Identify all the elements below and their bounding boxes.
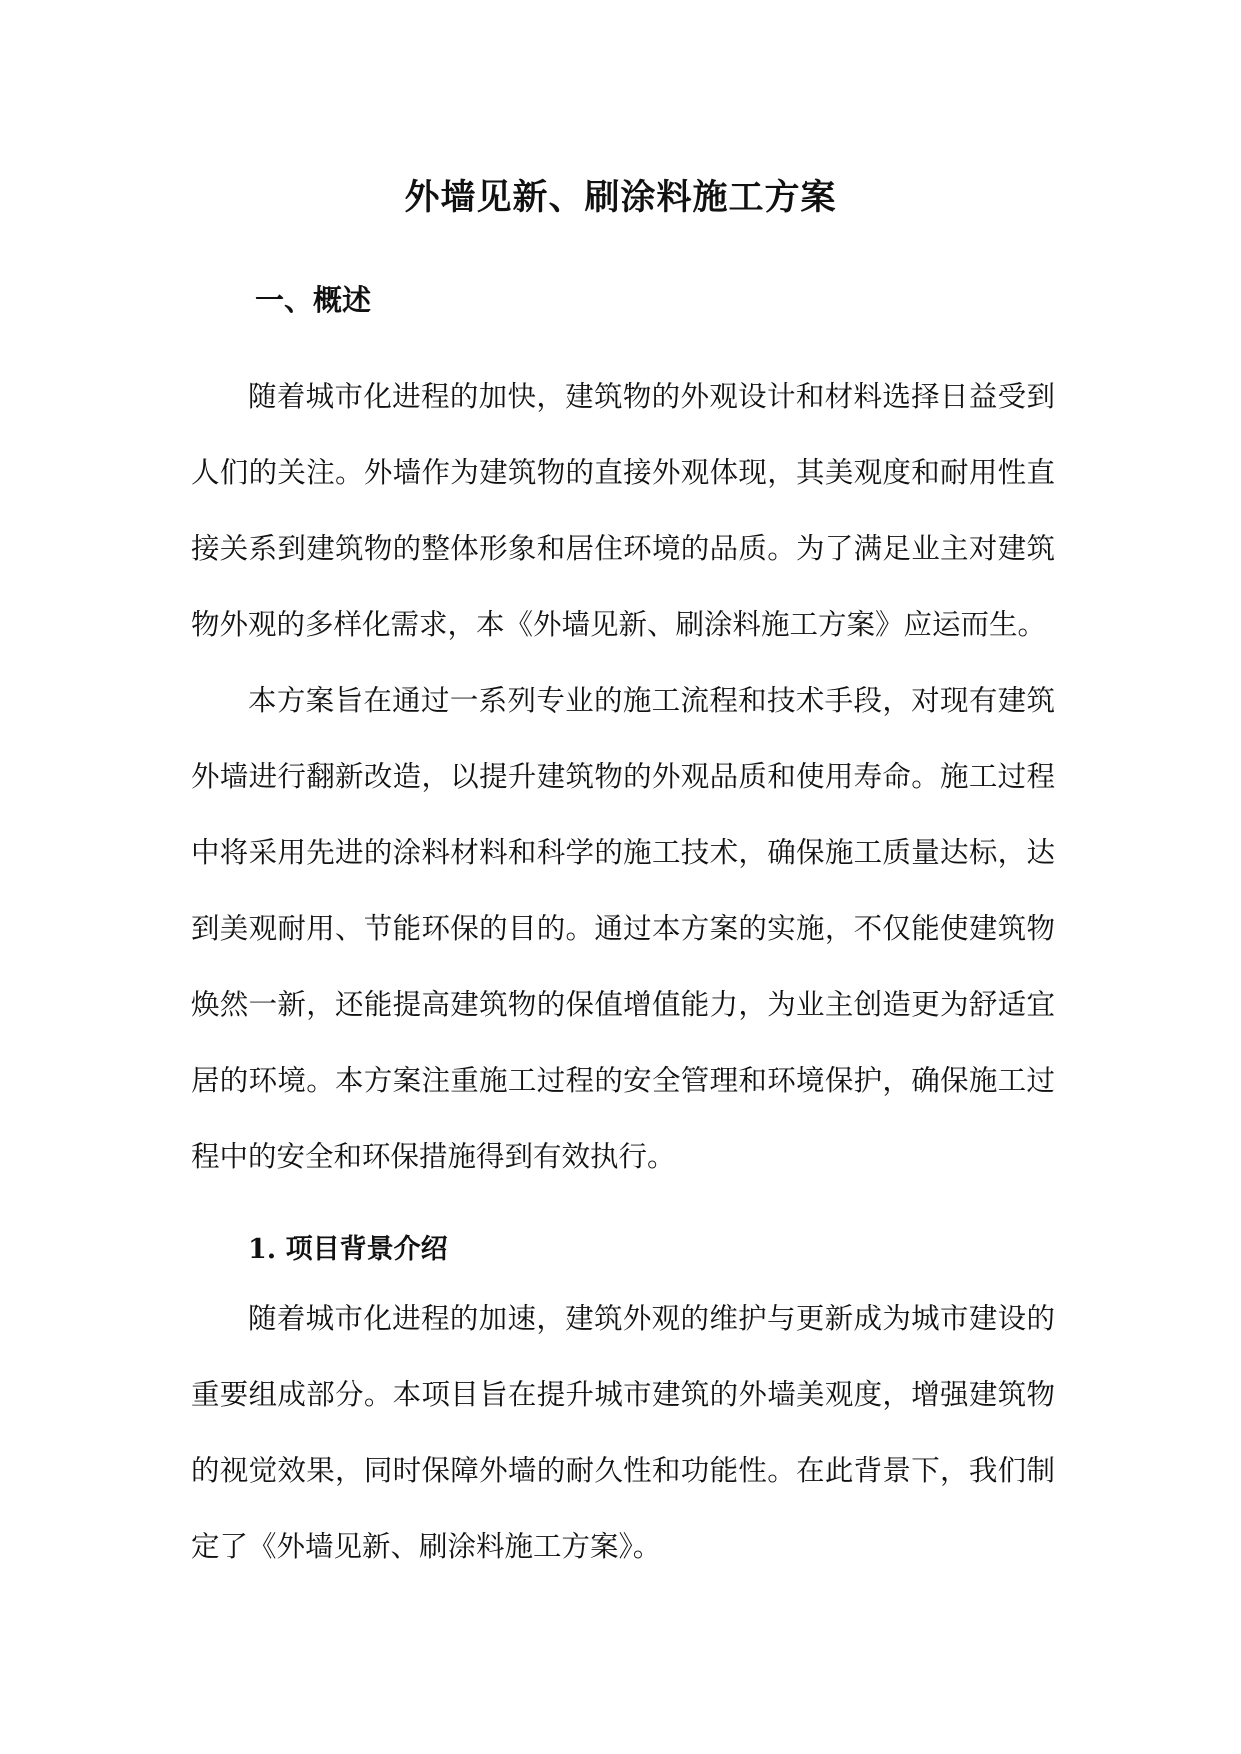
document-title: 外墙见新、刷涂料施工方案 xyxy=(404,177,837,219)
project-background-paragraph: 随着城市化进程的加速，建筑外观的维护与更新成为城市建设的重要组成部分。本项目旨在提升城市建筑的外墙美观度，增强建筑物的视觉效果，同时保障外墙的耐久性和功能性。在此背景下，我们制定了《外墙见新、刷涂料施工方案》。 xyxy=(191,1302,1055,1563)
subsection-heading-project-background: 1. 项目背景介绍 xyxy=(248,1234,448,1265)
section-heading-overview: 一、概述 xyxy=(255,283,372,317)
overview-paragraph-2: 本方案旨在通过一系列专业的施工流程和技术手段，对现有建筑外墙进行翻新改造，以提升建筑物的外观品质和使用寿命。施工过程中将采用先进的涂料材料和科学的施工技术，确保施工质量达标，达到美观耐用、节能环保的目的。通过本方案的实施，不仅能使建筑物焕然一新，还能提高建筑物的保值增值能力，为业主创造更为舒适宜居的环境。本方案注重施工过程的安全管理和环境保护，确保施工过程中的安全和环保措施得到有效执行。 xyxy=(191,684,1055,1173)
overview-paragraph-1: 随着城市化进程的加快，建筑物的外观设计和材料选择日益受到人们的关注。外墙作为建筑物的直接外观体现，其美观度和耐用性直接关系到建筑物的整体形象和居住环境的品质。为了满足业主对建筑物外观的多样化需求，本《外墙见新、刷涂料施工方案》应运而生。 xyxy=(191,380,1055,641)
